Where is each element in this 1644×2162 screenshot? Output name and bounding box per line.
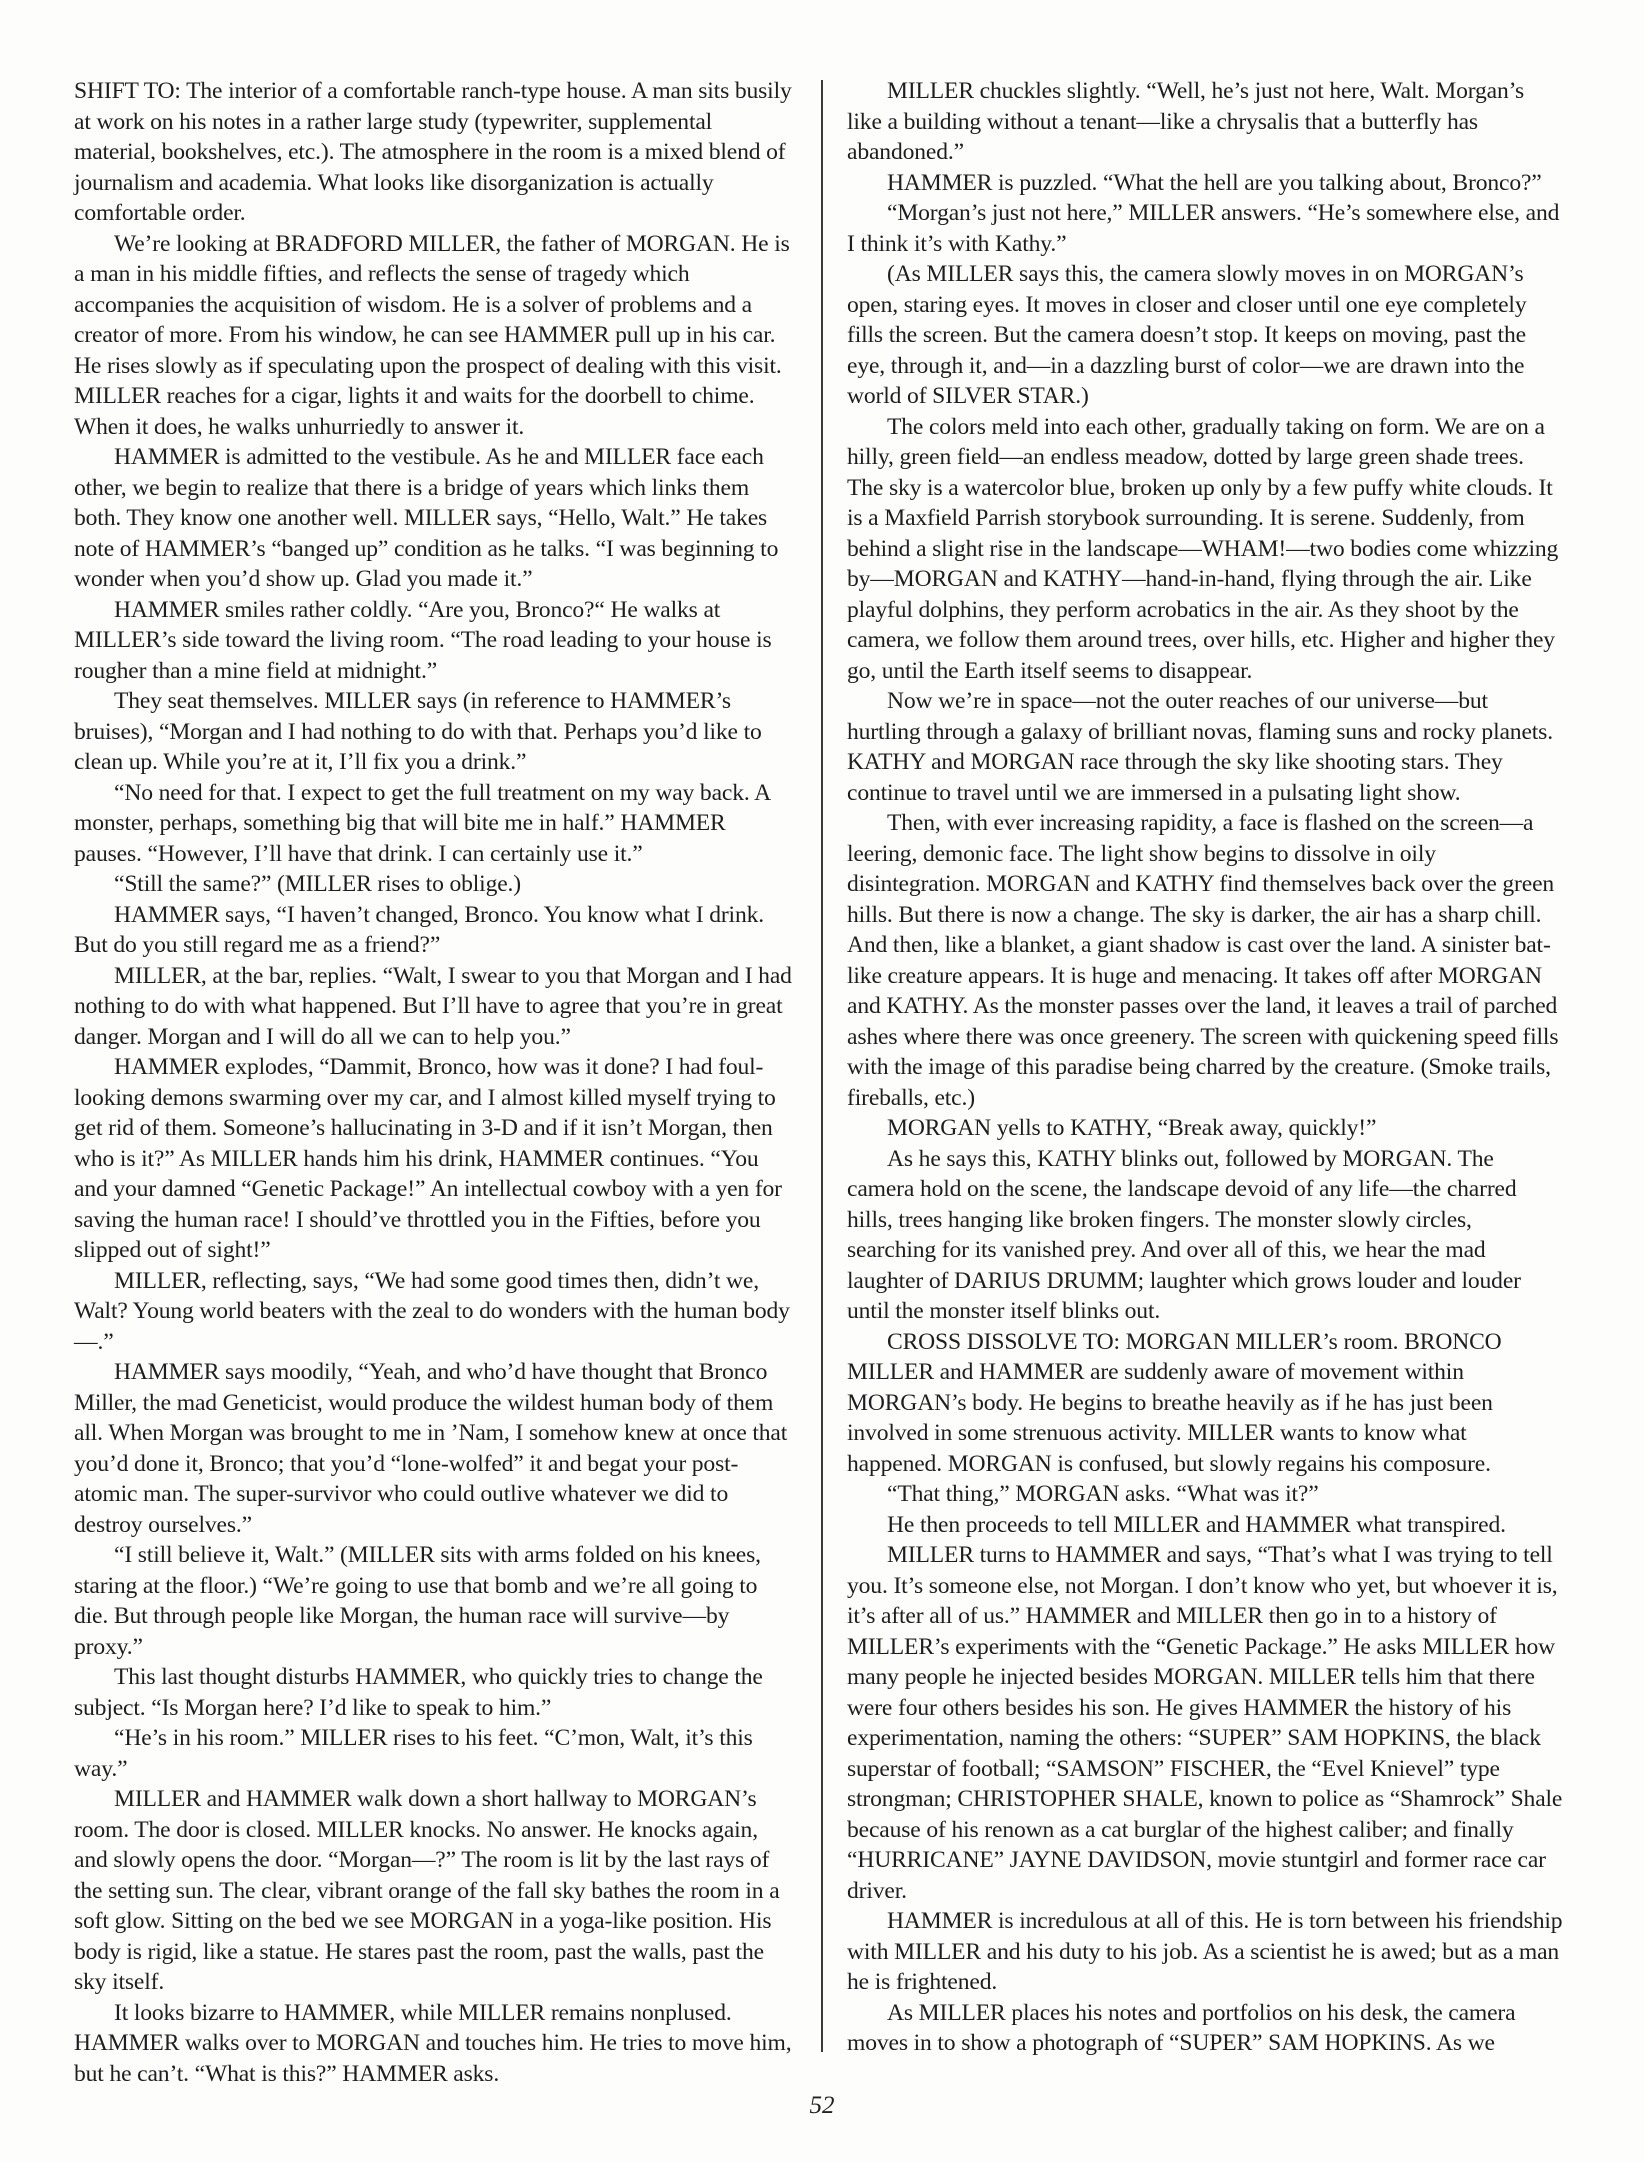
paragraph: He then proceeds to tell MILLER and HAMMER what transpired. — [887, 1511, 1506, 1538]
paragraph: HAMMER smiles rather coldly. “Are you, Bronco?“ He walks at MILLER’s side toward the living room. “The road leading to your house is rougher than a mine field at midnight.” — [74, 596, 772, 684]
paragraph: MILLER chuckles slightly. “Well, he’s just not here, Walt. Morgan’s like a building without a tenant—like a chrysalis that a butterfly has abandoned.” — [847, 78, 1525, 165]
paragraph: HAMMER explodes, “Dammit, Bronco, how was it done? I had foul-looking demons swarming over my car, and I almost killed myself trying to get rid of them. Someone’s hallucinating in 3-D and if it isn’t Morgan, then who is it?” As MILLER hands him his drink, HAMMER continues. “You and your damned “Genetic Package!” An intellectual cowboy with a yen for saving the human race! I should’ve throttled you in the Fifties, before you slipped out of sight!” — [74, 1054, 782, 1263]
paragraph: Now we’re in space—not the outer reaches of our universe—but hurtling through a galaxy of brilliant novas, flaming suns and rocky planets. KATHY and MORGAN race through the sky like shooting stars. They continue to travel until we are immersed in a pulsating light show. — [847, 688, 1553, 806]
paragraph: “I still believe it, Walt.” (MILLER sits with arms folded on his knees, staring at the floor.) “We’re going to use that bomb and we’re all going to die. But through people like Morgan, the human race will survive—by proxy.” — [74, 1542, 761, 1660]
paragraph: This last thought disturbs HAMMER, who quickly tries to change the subject. “Is Morgan here? I’d like to speak to him.” — [74, 1664, 763, 1721]
paragraph: As MILLER places his notes and portfolios on his desk, the camera moves in to show a photograph of “SUPER” SAM HOPKINS. As we — [847, 1999, 1516, 2056]
paragraph: As he says this, KATHY blinks out, followed by MORGAN. The camera hold on the scene, the landscape devoid of any life—the charred hills, trees hanging like broken fingers. The monster slowly circles, searching for its vanished prey. And over all of this, we hear the mad laughter of DARIUS DRUMM; laughter which grows louder and louder until the monster itself blinks out. — [847, 1145, 1521, 1324]
paragraph: “That thing,” MORGAN asks. “What was it?” — [887, 1481, 1319, 1507]
paragraph: MILLER, at the bar, replies. “Walt, I swear to you that Morgan and I had nothing to do with what happened. But I’ll have to agree that you’re in great danger. Morgan and I will do all we can to help you.” — [74, 962, 792, 1050]
right-text-column — [847, 76, 1563, 2059]
paragraph: HAMMER says moodily, “Yeah, and who’d have thought that Bronco Miller, the mad Geneticist, would produce the wildest human body of them all. When Morgan was brought to me in ’Nam, I somehow knew at once that you’d done it, Bronco; that you’d “lone-wolfed” it and begat your post-atomic man. The super-survivor who could outlive whatever we did to destroy ourselves.” — [74, 1359, 788, 1538]
paragraph: HAMMER is puzzled. “What the hell are you talking about, Bronco?” — [887, 169, 1542, 196]
paragraph: HAMMER says, “I haven’t changed, Bronco. You know what I drink. But do you still regard me as a friend?” — [74, 901, 764, 958]
paragraph: “Morgan’s just not here,” MILLER answers. “He’s somewhere else, and I think it’s with Kathy.” — [847, 200, 1560, 257]
paragraph: MILLER turns to HAMMER and says, “That’s what I was trying to tell you. It’s someone else, not Morgan. I don’t know who yet, but whoever it is, it’s after all of us.” HAMMER and MILLER then go in to a history of MILLER’s experiments with the “Genetic Package.” He asks MILLER how many people he injected besides MORGAN. MILLER tells him that there were four others besides his son. He gives HAMMER the history of his experimentation, naming the others: “SUPER” SAM HOPKINS, the black superstar of football; “SAMSON” FISCHER, the “Evel Knievel” type strongman; CHRISTOPHER SHALE, known to police as “Shamrock” Shale because of his renown as a cat burglar of the highest caliber; and finally “HURRICANE” JAYNE DAVIDSON, movie stuntgirl and former race car driver. — [847, 1542, 1563, 1904]
paragraph: The colors meld into each other, gradually taking on form. We are on a hilly, green field—an endless meadow, dotted by large green shade trees. The sky is a watercolor blue, broken up only by a few puffy white clouds. It is a Maxfield Parrish storybook surrounding. It is serene. Suddenly, from behind a slight rise in the landscape—WHAM!—two bodies come whizzing by—MORGAN and KATHY—hand-in-hand, flying through the air. Like playful dolphins, they perform acrobatics in the air. As they shoot by the camera, we follow them around trees, over hills, etc. Higher and higher they go, until the Earth itself seems to disappear. — [847, 413, 1559, 684]
paragraph: “He’s in his room.” MILLER rises to his feet. “C’mon, Walt, it’s this way.” — [74, 1725, 753, 1782]
paragraph: Then, with ever increasing rapidity, a face is flashed on the screen—a leering, demonic face. The light show begins to dissolve in oily disintegration. MORGAN and KATHY find themselves back over the green hills. But there is now a change. The sky is darker, the air has a sharp chill. And then, like a blanket, a giant shadow is cast over the land. A sinister bat-like creature appears. It is huge and menacing. It takes off after MORGAN and KATHY. As the monster passes over the land, it leaves a trail of parched ashes where there was once greenery. The screen with quickening speed fills with the image of this paradise being charred by the creature. (Smoke trails, fireballs, etc.) — [847, 810, 1559, 1111]
paragraph: It looks bizarre to HAMMER, while MILLER remains nonplused. HAMMER walks over to MORGAN and touches him. He tries to move him, but he can’t. “What is this?” HAMMER asks. — [74, 1999, 792, 2087]
paragraph: They seat themselves. MILLER says (in reference to HAMMER’s bruises), “Morgan and I had nothing to do with that. Perhaps you’d like to clean up. While you’re at it, I’ll fix you a drink.” — [74, 688, 762, 775]
paragraph: We’re looking at BRADFORD MILLER, the father of MORGAN. He is a man in his middle fifties, and reflects the sense of tragedy which accompanies the acquisition of wisdom. He is a solver of problems and a creator of more. From his window, he can see HAMMER pull up in his car. He rises slowly as if speculating upon the prospect of dealing with this visit. MILLER reaches for a cigar, lights it and waits for the doorbell to chime. When it does, he walks unhurriedly to answer it. — [74, 230, 790, 440]
paragraph: HAMMER is incredulous at all of this. He is torn between his friendship with MILLER and his duty to his job. As a scientist he is awed; but as a man he is frightened. — [847, 1908, 1563, 1995]
page-number: 52 — [809, 2092, 835, 2119]
paragraph: “No need for that. I expect to get the full treatment on my way back. A monster, perhaps, something big that will bite me in half.” HAMMER pauses. “However, I’ll have that drink. I can certainly use it.” — [74, 779, 770, 867]
column-divider — [821, 80, 823, 2052]
paragraph: (As MILLER says this, the camera slowly moves in on MORGAN’s open, staring eyes. It moves in closer and closer until one eye completely fills the screen. But the camera doesn’t stop. It keeps on moving, past the eye, through it, and—in a dazzling burst of color—we are drawn into the world of SILVER STAR.) — [847, 261, 1527, 409]
paragraph: HAMMER is admitted to the vestibule. As he and MILLER face each other, we begin to realize that there is a bridge of years which links them both. They know one another well. MILLER says, “Hello, Walt.” He takes note of HAMMER’s “banged up” condition as he talks. “I was beginning to wonder when you’d show up. Glad you made it.” — [74, 444, 779, 592]
paragraph: MILLER and HAMMER walk down a short hallway to MORGAN’s room. The door is closed. MILLER knocks. No answer. He knocks again, and slowly opens the door. “Morgan—?” The room is lit by the last rays of the setting sun. The clear, vibrant orange of the fall sky bathes the room in a soft glow. Sitting on the bed we see MORGAN in a yoga-like position. His body is rigid, like a statue. He stares past the room, past the walls, past the sky itself. — [74, 1786, 780, 1995]
paragraph: MILLER, reflecting, says, “We had some good times then, didn’t we, Walt? Young world beaters with the zeal to do wonders with the human body—.” — [74, 1267, 790, 1355]
paragraph: “Still the same?” (MILLER rises to oblige.) — [114, 871, 521, 897]
paragraph: SHIFT TO: The interior of a comfortable ranch-type house. A man sits busily at work on his notes in a rather large study (typewriter, supplemental material, bookshelves, etc.). The atmosphere in the room is a mixed blend of journalism and academia. What looks like disorganization is actually comfortable order. — [74, 78, 792, 226]
paragraph: MORGAN yells to KATHY, “Break away, quickly!” — [887, 1115, 1377, 1141]
paragraph: CROSS DISSOLVE TO: MORGAN MILLER’s room. BRONCO MILLER and HAMMER are suddenly aware of movement within MORGAN’s body. He begins to breathe heavily as if he has just been involved in some strenuous activity. MILLER wants to know what happened. MORGAN is confused, but slowly regains his composure. — [847, 1328, 1502, 1477]
left-text-column — [74, 76, 794, 2089]
